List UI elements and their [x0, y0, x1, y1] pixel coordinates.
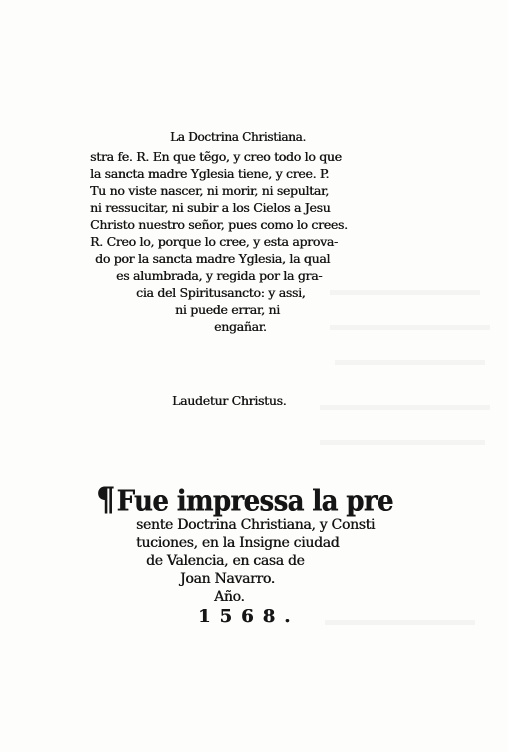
body-line: do por la sancta madre Yglesia, la qual	[95, 251, 331, 266]
closing-line: Laudetur Christus.	[172, 393, 287, 408]
body-line: ni puede errar, ni	[175, 302, 280, 317]
pilcrow-mark: ¶	[96, 481, 115, 520]
body-line: Christo nuestro señor, pues como lo crees.	[90, 217, 348, 232]
bleed-through-line	[320, 405, 490, 410]
body-line: ni ressucitar, ni subir a los Cielos a Jesu	[90, 200, 331, 215]
colophon-headline-text: Fue impressa la pre	[116, 485, 393, 519]
bleed-through-line	[325, 620, 475, 625]
body-line: engañar.	[214, 319, 267, 334]
body-line: la sancta madre Yglesia tiene, y cree. P.	[90, 166, 330, 181]
colophon-line: tuciones, en la Insigne ciudad	[136, 535, 340, 551]
body-line: Tu no viste nascer, ni morir, ni sepultar,	[90, 183, 329, 198]
colophon-year: 1568.	[198, 606, 300, 627]
colophon-line: sente Doctrina Christiana, y Consti	[136, 517, 376, 533]
colophon-line: Joan Navarro.	[180, 571, 275, 587]
body-line: R. Creo lo, porque lo cree, y esta aprova-	[90, 234, 338, 249]
bleed-through-line	[335, 360, 485, 365]
bleed-through-line	[330, 290, 480, 295]
colophon-line: de Valencia, en casa de	[146, 553, 305, 569]
colophon-line: Año.	[214, 589, 245, 605]
body-line: stra fe. R. En que tẽgo, y creo todo lo que	[90, 149, 342, 164]
bleed-through-line	[320, 440, 485, 445]
body-line: es alumbrada, y regida por la gra-	[116, 268, 323, 283]
body-line: cia del Spiritusancto: y assi,	[136, 285, 306, 300]
colophon-headline	[96, 481, 393, 520]
bleed-through-line	[330, 325, 490, 330]
running-head: La Doctrina Christiana.	[170, 130, 306, 144]
